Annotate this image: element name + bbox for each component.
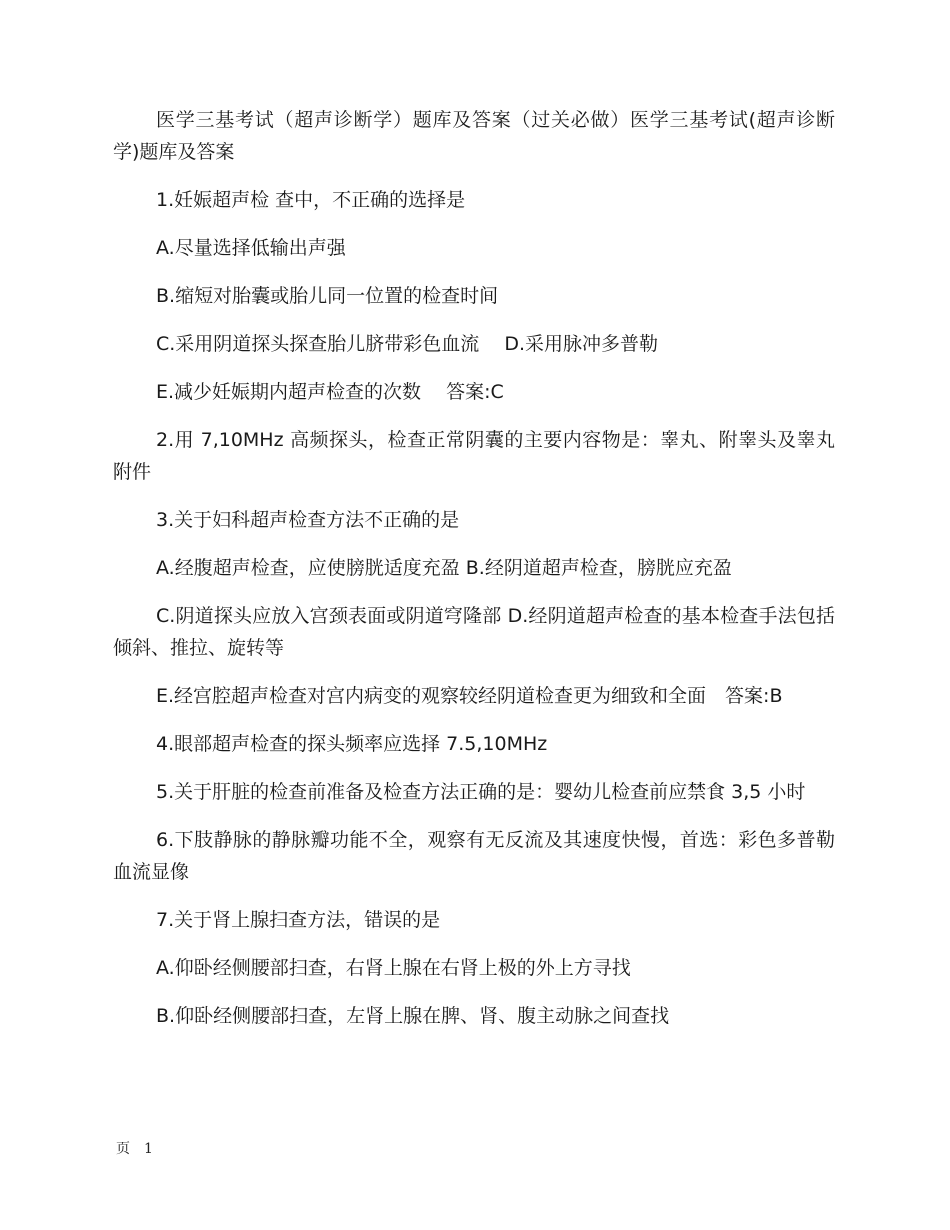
question-1: 1.妊娠超声检 查中，不正确的选择是 xyxy=(156,189,466,211)
question-3-option-c-d: C.阴道探头应放入宫颈表面或阴道穹隆部 D.经阴道超声检查的基本检查手法包括倾斜、推拉、旋转等 xyxy=(113,605,835,659)
document-body xyxy=(113,104,835,1048)
page-footer xyxy=(116,1139,153,1159)
page-number: 1 xyxy=(144,1141,153,1157)
page-label: 页 xyxy=(116,1141,130,1157)
question-7: 7.关于肾上腺扫查方法，错误的是 xyxy=(156,909,441,931)
question-1-option-b: B.缩短对胎囊或胎儿同一位置的检查时间 xyxy=(156,285,499,307)
question-7-option-b: B.仰卧经侧腰部扫查，左肾上腺在脾、肾、腹主动脉之间查找 xyxy=(156,1005,670,1027)
document-title: 医学三基考试（超声诊断学）题库及答案（过关必做）医学三基考试(超声诊断学)题库及答案 xyxy=(113,109,835,163)
question-3-option-a-b: A.经腹超声检查，应使膀胱适度充盈 B.经阴道超声检查，膀胱应充盈 xyxy=(156,557,732,579)
question-1-option-a: A.尽量选择低输出声强 xyxy=(156,237,346,259)
question-6: 6.下肢静脉的静脉瓣功能不全，观察有无反流及其速度快慢，首选：彩色多普勒血流显像 xyxy=(113,829,835,883)
question-4: 4.眼部超声检查的探头频率应选择 7.5,10MHz xyxy=(156,733,548,755)
question-1-option-c-d: C.采用阴道探头探查胎儿脐带彩色血流 D.采用脉冲多普勒 xyxy=(156,333,659,355)
question-2: 2.用 7,10MHz 高频探头，检查正常阴囊的主要内容物是：睾丸、附睾头及睾丸附件 xyxy=(113,429,835,483)
question-1-option-e-answer: E.减少妊娠期内超声检查的次数 答案:C xyxy=(156,381,504,403)
question-3-option-e-answer: E.经宫腔超声检查对宫内病变的观察较经阴道检查更为细致和全面 答案:B xyxy=(156,685,783,707)
question-3: 3.关于妇科超声检查方法不正确的是 xyxy=(156,509,460,531)
question-5: 5.关于肝脏的检查前准备及检查方法正确的是：婴幼儿检查前应禁食 3,5 小时 xyxy=(156,781,806,803)
question-7-option-a: A.仰卧经侧腰部扫查，右肾上腺在右肾上极的外上方寻找 xyxy=(156,957,631,979)
